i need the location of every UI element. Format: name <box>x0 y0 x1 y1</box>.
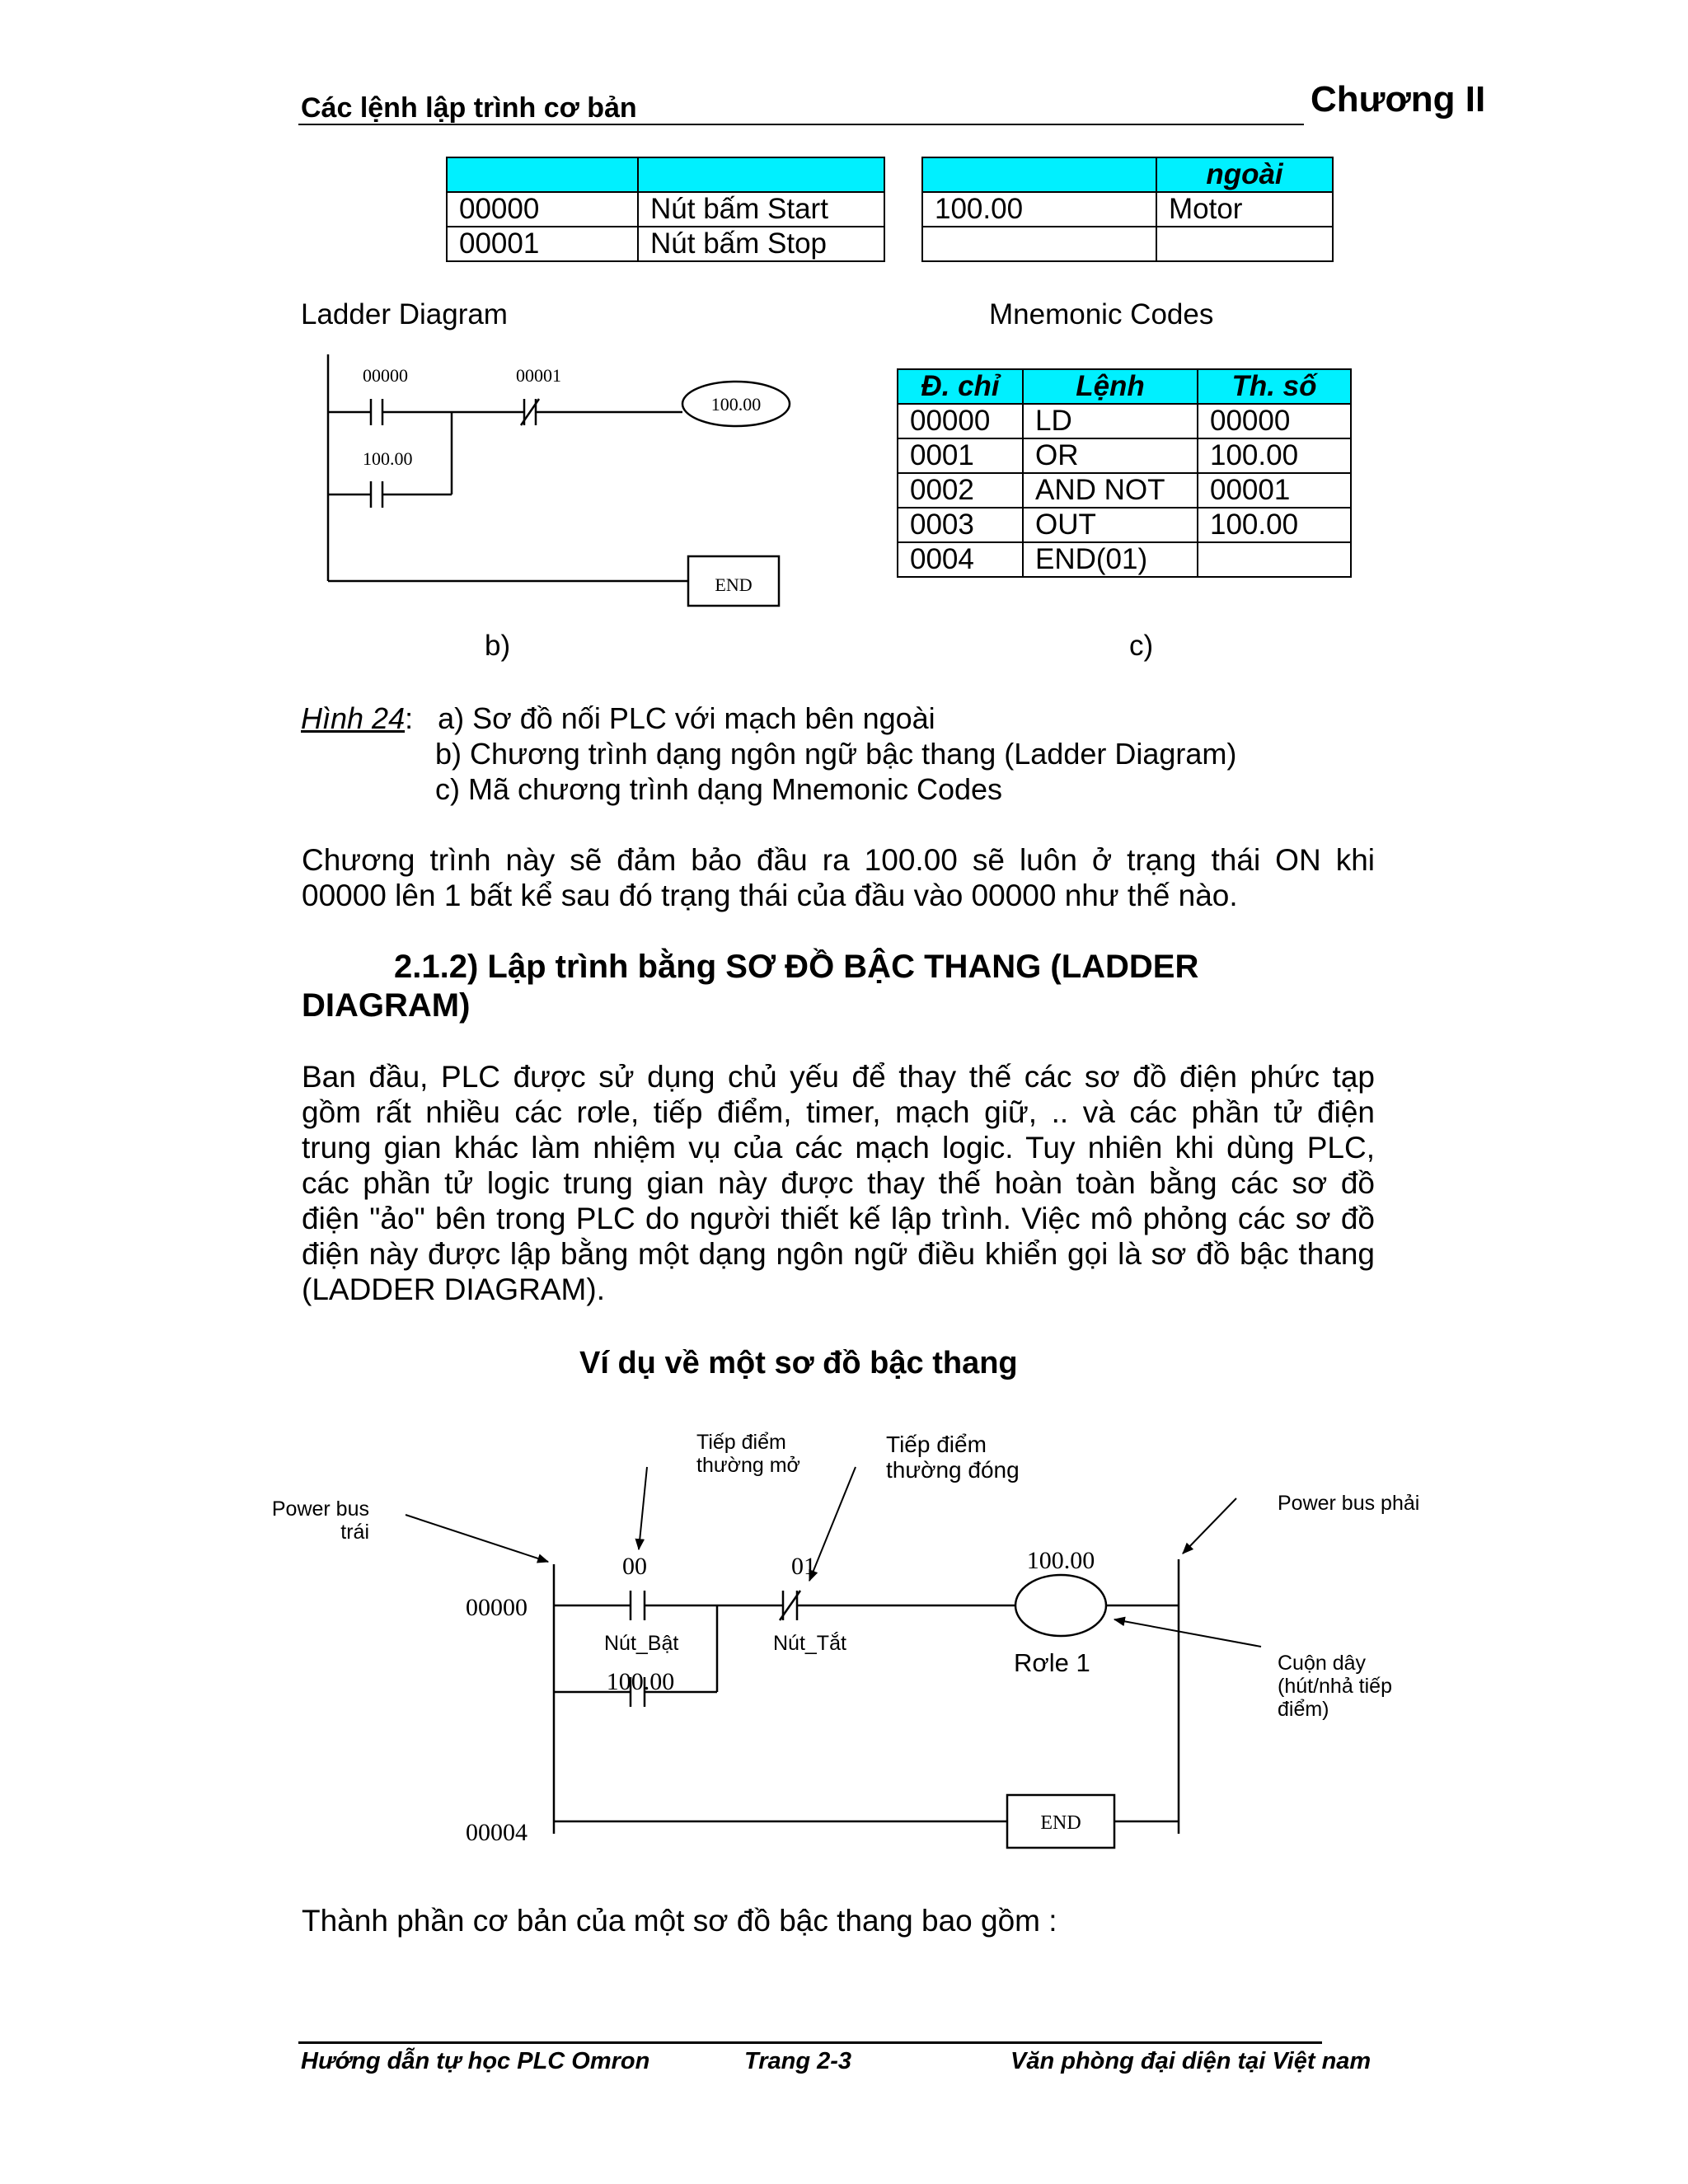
contact-nut-bat-label: Nút_Bật <box>604 1632 679 1655</box>
table-cell: Nút bấm Stop <box>638 227 884 261</box>
table-cell: 0002 <box>898 473 1023 508</box>
section-heading: 2.1.2) Lập trình bằng SƠ ĐỒ BẬC THANG (LADDER DIAGRAM) <box>302 949 1199 1024</box>
table-cell: 0001 <box>898 438 1023 473</box>
ladder-diagram-example <box>264 1418 1451 1863</box>
mnemonic-table <box>897 368 1352 578</box>
rung-address-2: 00004 <box>466 1819 528 1846</box>
table-cell: 100.00 <box>1198 508 1351 542</box>
svg-text:điểm): điểm) <box>1278 1698 1329 1721</box>
figure-number: Hình 24 <box>301 701 406 735</box>
footer-right: Văn phòng đại diện tại Việt nam <box>1010 2048 1372 2074</box>
table-cell: 0003 <box>898 508 1023 542</box>
footer-page: Trang 2-3 <box>744 2048 852 2074</box>
header-title: Các lệnh lập trình cơ bản <box>301 92 637 124</box>
closing-sentence: Thành phần cơ bản của một sơ đồ bậc thang bao gồm : <box>302 1904 1057 1938</box>
svg-text:trái: trái <box>340 1521 369 1544</box>
paragraph-2: Ban đầu, PLC được sử dụng chủ yếu để thay thế các sơ đồ điện phức tạp gồm rất nhiều các rơle, tiếp điểm, timer, mạch giữ, .. và các phần tử điện trung gian khác làm nhiệm vụ của các mạch logic. Tuy nhiên khi dùng PLC, các phần tử logic trung gian này được thay thế hoàn toàn bằng các sơ đồ điện "ảo" bên trong PLC do người thiết kế lập trình. Việc mô phỏng các sơ đồ điện này được lập bằng một dạng ngôn ngữ điều khiển gọi là sơ đồ bậc thang (LADDER DIAGRAM). <box>302 1060 1375 1306</box>
ladder-diagram-label: Ladder Diagram <box>301 298 508 330</box>
contact-00-label: 00 <box>622 1553 647 1580</box>
table-cell: END(01) <box>1023 542 1198 577</box>
table-cell: 100.00 <box>1198 438 1351 473</box>
table-cell: LD <box>1023 404 1198 438</box>
table-cell: 00000 <box>447 192 638 227</box>
io-table-inputs <box>446 157 885 262</box>
caption-a: a) Sơ đồ nối PLC với mạch bên ngoài <box>438 701 935 735</box>
figure-caption: Hình 24: a) Sơ đồ nối PLC với mạch bên ngoài b) Chương trình dạng ngôn ngữ bậc thang (Ladder Diagram) c) Mã chương trình dạng Mnemonic Codes <box>301 701 1237 806</box>
mnemonic-codes-label: Mnemonic Codes <box>989 298 1214 330</box>
contact-00001-label: 00001 <box>516 365 561 386</box>
no-contact-callout: Tiếp điểm <box>696 1431 786 1454</box>
chapter-label: Chương II <box>1311 79 1486 120</box>
table-cell: OUT <box>1023 508 1198 542</box>
contact-hold-label: 100.00 <box>606 1668 675 1695</box>
contact-01-label: 01 <box>791 1553 816 1580</box>
table-cell: Nút bấm Start <box>638 192 884 227</box>
table-cell <box>922 227 1156 261</box>
table-cell: 0004 <box>898 542 1023 577</box>
footer-left: Hướng dẫn tự học PLC Omron <box>301 2048 650 2074</box>
nc-contact-callout: Tiếp điểm <box>886 1432 987 1457</box>
table-cell: 00000 <box>898 404 1023 438</box>
label-c: c) <box>1129 630 1154 662</box>
ladder-diagram-small <box>313 346 808 618</box>
table-header: Th. số <box>1198 369 1351 404</box>
table-cell <box>1198 542 1351 577</box>
svg-text:(hút/nhả tiếp: (hút/nhả tiếp <box>1278 1675 1392 1698</box>
end-block-label: END <box>715 574 753 595</box>
svg-text:thường mở: thường mở <box>696 1454 800 1477</box>
paragraph-1: Chương trình này sẽ đảm bảo đầu ra 100.00 sẽ luôn ở trạng thái ON khi 00000 lên 1 bất kể sau đó trạng thái của đầu vào 00000 như thế nào. <box>302 843 1375 912</box>
svg-text:thường đóng: thường đóng <box>886 1457 1020 1483</box>
end-block-label: END <box>1040 1812 1081 1834</box>
table-cell: Motor <box>1156 192 1333 227</box>
table-cell: 00000 <box>1198 404 1351 438</box>
table-cell: AND NOT <box>1023 473 1198 508</box>
io-table-outputs: ngoài 100.00 Motor <box>921 157 1334 262</box>
relay-label: Rơle 1 <box>1014 1648 1090 1677</box>
power-bus-left-label: Power bus <box>271 1497 369 1521</box>
coil-label: 100.00 <box>710 394 762 415</box>
contact-nut-tat-label: Nút_Tắt <box>773 1632 846 1655</box>
table-cell: 00001 <box>447 227 638 261</box>
table-header: Lệnh <box>1023 369 1198 404</box>
table-cell: 00001 <box>1198 473 1351 508</box>
example-title: Ví dụ về một sơ đồ bậc thang <box>579 1346 1018 1380</box>
label-b: b) <box>485 630 511 662</box>
contact-10000-label: 100.00 <box>363 448 413 469</box>
table-cell: 100.00 <box>922 192 1156 227</box>
caption-b: b) Chương trình dạng ngôn ngữ bậc thang (Ladder Diagram) <box>435 737 1237 771</box>
rung-address-1: 00000 <box>466 1594 528 1621</box>
table-cell: OR <box>1023 438 1198 473</box>
coil-address-label: 100.00 <box>1026 1547 1095 1574</box>
power-bus-right-label: Power bus phải <box>1278 1492 1420 1515</box>
coil-callout: Cuộn dây <box>1278 1652 1367 1675</box>
table-cell <box>1156 227 1333 261</box>
footer-rule <box>298 2041 1322 2044</box>
header-rule <box>298 124 1304 125</box>
contact-00000-label: 00000 <box>363 365 408 386</box>
caption-c: c) Mã chương trình dạng Mnemonic Codes <box>435 772 1003 806</box>
table-header: Đ. chỉ <box>898 369 1023 404</box>
